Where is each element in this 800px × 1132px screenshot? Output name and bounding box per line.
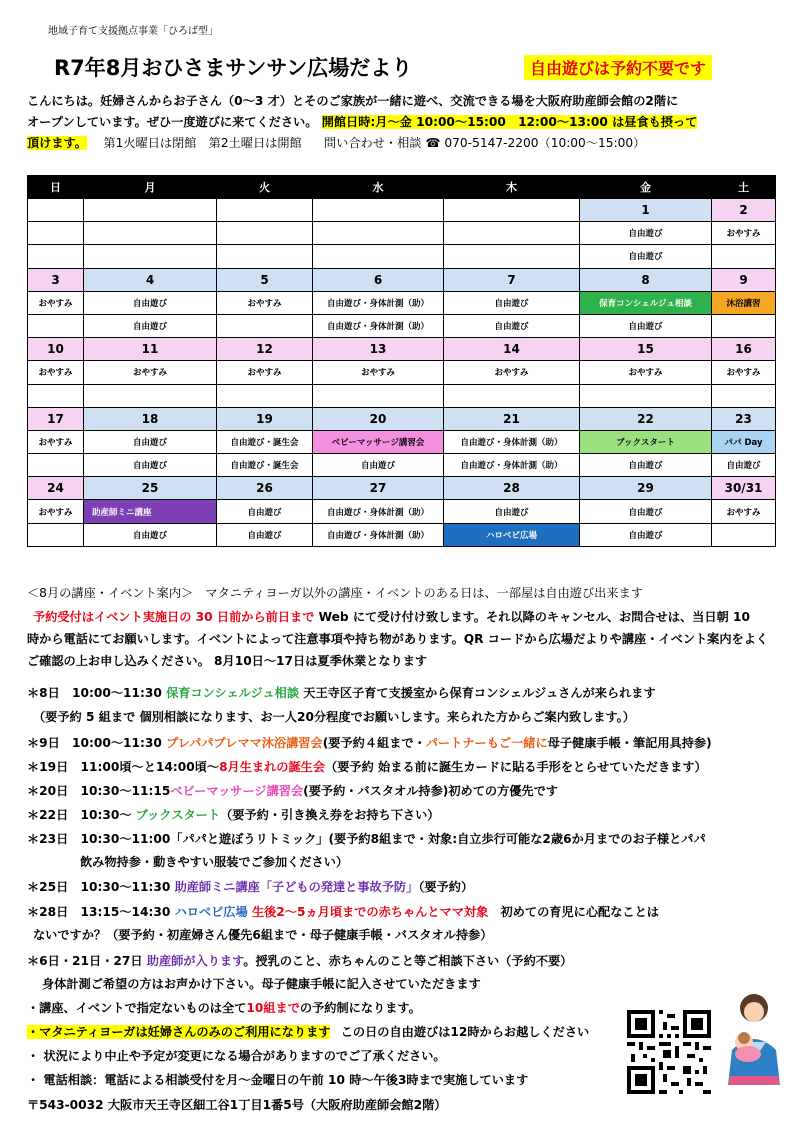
date-cell: 10 <box>28 338 84 361</box>
event-target: 生後2～5ヵ月頃までの赤ちゃんとママ対象 <box>251 905 489 919</box>
schedule-cell: おやすみ <box>28 361 84 384</box>
opening-hours: 開館日時:月～金 10:00～15:00 12:00～13:00 は昼食も摂って <box>321 115 698 129</box>
schedule-cell: 自由遊び・身体計測（助） <box>444 454 580 477</box>
intro-line-3 <box>27 134 645 152</box>
schedule-cell: 自由遊び・誕生会 <box>217 430 313 453</box>
schedule-cell: おやすみ <box>84 361 217 384</box>
schedule-cell <box>217 314 313 337</box>
reservation-note-3: ご確認の上お申し込みください。 8月10日～17日は夏季休業となります <box>27 654 428 668</box>
note-text: ・講座、イベントで指定ないものは全て <box>27 1001 247 1015</box>
event-cell: ベビーマッサージ講習会 <box>313 430 444 453</box>
schedule-cell <box>444 245 580 268</box>
schedule-cell <box>28 245 84 268</box>
schedule-cell: 自由遊び <box>580 222 712 245</box>
event-28-detail: ないですか？（要予約・初産婦さん優先6組まで・母子健康手帳・バスタオル持参） <box>33 928 493 942</box>
date-cell: 1 <box>580 199 712 222</box>
events-heading: ＜8月の講座・イベント案内＞ マタニティヨーガ以外の講座・イベントのある日は、一部屋は自由遊び出来ます <box>27 586 643 600</box>
week-3-slot-a <box>28 361 776 384</box>
schedule-cell: 自由遊び・身体計測（助） <box>444 430 580 453</box>
note-text: この日の自由遊びは12時からお越しください <box>340 1025 590 1039</box>
schedule-cell <box>84 245 217 268</box>
schedule-cell <box>28 454 84 477</box>
weekday-header <box>28 176 776 199</box>
date-cell: 13 <box>313 338 444 361</box>
closed-days: 第1火曜日は閉館 第2土曜日は開館 <box>91 136 302 150</box>
schedule-cell: おやすみ <box>28 430 84 453</box>
event-title: 助産師ミニ講座「子どもの発達と事故予防」 <box>174 880 419 894</box>
schedule-cell: 自由遊び・身体計測（助） <box>313 500 444 523</box>
event-22 <box>27 806 439 824</box>
date-cell: 8 <box>580 268 712 291</box>
weekday-sat: 土 <box>712 176 776 199</box>
schedule-cell: おやすみ <box>712 500 776 523</box>
schedule-cell: 自由遊び <box>84 430 217 453</box>
schedule-cell <box>313 222 444 245</box>
intro-text: オープンしています。ぜひ一度遊びに来てください。 <box>27 115 318 129</box>
date-cell: 16 <box>712 338 776 361</box>
schedule-cell: おやすみ <box>313 361 444 384</box>
schedule-cell <box>217 222 313 245</box>
date-cell: 24 <box>28 477 84 500</box>
week-3-slot-b <box>28 384 776 407</box>
schedule-cell <box>313 245 444 268</box>
date-cell <box>84 199 217 222</box>
schedule-cell: おやすみ <box>217 291 313 314</box>
date-cell: 7 <box>444 268 580 291</box>
event-25 <box>27 878 473 896</box>
program-label: 地域子育て支援拠点事業「ひろば型」 <box>48 26 218 37</box>
address: 〒543-0032 大阪市天王寺区細工谷1丁目1番5号（大阪府助産師会館2階） <box>27 1098 447 1112</box>
week-4-slot-b <box>28 454 776 477</box>
date-cell: 12 <box>217 338 313 361</box>
date-cell: 5 <box>217 268 313 291</box>
page-title: R7年8月おひさまサンサン広場だより <box>54 56 413 80</box>
date-cell: 15 <box>580 338 712 361</box>
week-2-dates <box>28 268 776 291</box>
event-time: ＊9日 10:00～11:30 <box>27 736 162 750</box>
date-cell: 28 <box>444 477 580 500</box>
event-title: 保育コンシェルジュ相談 <box>166 686 300 700</box>
date-cell: 20 <box>313 407 444 430</box>
calendar <box>27 175 776 547</box>
schedule-cell: 自由遊び・誕生会 <box>217 454 313 477</box>
event-desc: 初めての育児に心配なことは <box>500 905 659 919</box>
event-time: ＊22日 10:30～ <box>27 808 132 822</box>
event-time: ＊20日 10:30～11:15 <box>27 784 171 798</box>
event-23: ＊23日 10:30～11:00「パパと遊ぼうリトミック」(要予約8組まで・対象:自立歩行可能な2歳6か月までのお子様とパパ <box>27 832 706 846</box>
event-23-detail: 飲み物持参・動きやすい服装でご参加ください） <box>80 855 349 869</box>
reservation-web: Web にて受け付け致します。それ以降のキャンセル、お問合せは、当日朝 10 <box>314 610 750 624</box>
week-5-slot-a <box>28 500 776 523</box>
schedule-cell: 自由遊び <box>444 314 580 337</box>
schedule-cell: おやすみ <box>712 222 776 245</box>
event-28 <box>27 903 659 921</box>
schedule-cell <box>84 384 217 407</box>
qr-code-icon[interactable] <box>627 1010 711 1094</box>
date-cell: 19 <box>217 407 313 430</box>
schedule-cell: おやすみ <box>580 361 712 384</box>
schedule-cell <box>217 384 313 407</box>
date-cell <box>28 199 84 222</box>
note-text: の予約制になります。 <box>299 1001 421 1015</box>
date-cell: 21 <box>444 407 580 430</box>
date-cell <box>313 199 444 222</box>
week-4-slot-a <box>28 430 776 453</box>
schedule-cell <box>712 314 776 337</box>
schedule-cell: 自由遊び <box>84 454 217 477</box>
event-time: ＊28日 13:15～14:30 <box>27 905 171 919</box>
event-time: ＊25日 10:30～11:30 <box>27 880 171 894</box>
event-time: ＊8日 10:00～11:30 <box>27 686 162 700</box>
event-midwife-detail: 身体計測ご希望の方はお声かけ下さい。母子健康手帳に記入させていただきます <box>42 977 481 991</box>
schedule-cell <box>28 523 84 546</box>
event-midwife <box>27 952 572 970</box>
weekday-thu: 木 <box>444 176 580 199</box>
note-maternity-yoga <box>27 1023 589 1041</box>
schedule-cell: おやすみ <box>28 291 84 314</box>
weekday-fri: 金 <box>580 176 712 199</box>
event-cell: ブックスタート <box>580 430 712 453</box>
event-desc: （要予約 始まる前に誕生カードに貼る手形をとらせていただきます） <box>325 760 707 774</box>
event-desc: 母子健康手帳・筆記用具持参) <box>547 736 712 750</box>
schedule-cell: おやすみ <box>444 361 580 384</box>
schedule-cell <box>712 245 776 268</box>
event-title: ハロベビ広場 <box>174 905 248 919</box>
week-1-dates <box>28 199 776 222</box>
week-5-slot-b <box>28 523 776 546</box>
schedule-cell: 自由遊び <box>580 245 712 268</box>
schedule-cell <box>28 314 84 337</box>
schedule-cell: 自由遊び <box>84 314 217 337</box>
event-time: ＊6日・21日・27日 <box>27 954 143 968</box>
date-cell: 23 <box>712 407 776 430</box>
note-limit: 10組まで <box>246 1001 300 1015</box>
event-cell: 沐浴講習 <box>712 291 776 314</box>
opening-hours-end: 頂けます。 <box>27 136 87 150</box>
event-cell: 助産師ミニ講座 <box>84 500 217 523</box>
schedule-cell: 自由遊び <box>712 454 776 477</box>
event-cell: 保育コンシェルジュ相談 <box>580 291 712 314</box>
schedule-cell: 自由遊び <box>84 523 217 546</box>
schedule-cell: 自由遊び <box>580 500 712 523</box>
event-19 <box>27 758 707 776</box>
reservation-period: 予約受付はイベント実施日の 30 日前から前日まで <box>33 610 315 624</box>
event-desc: （要予約） <box>418 880 474 894</box>
weekday-mon: 月 <box>84 176 217 199</box>
event-desc: (要予約・バスタオル持参)初めての方優先です <box>303 784 559 798</box>
schedule-cell: おやすみ <box>712 361 776 384</box>
week-3-dates <box>28 338 776 361</box>
date-cell: 3 <box>28 268 84 291</box>
week-5-dates <box>28 477 776 500</box>
event-20 <box>27 782 558 800</box>
date-cell: 2 <box>712 199 776 222</box>
date-cell: 4 <box>84 268 217 291</box>
schedule-cell: 自由遊び <box>84 291 217 314</box>
week-1-slot-b <box>28 245 776 268</box>
date-cell <box>217 199 313 222</box>
date-cell: 30/31 <box>712 477 776 500</box>
schedule-cell: 自由遊び <box>444 500 580 523</box>
event-8 <box>27 684 656 702</box>
date-cell: 29 <box>580 477 712 500</box>
note-highlight: ・マタニティヨーガは妊婦さんのみのご利用になります <box>27 1025 331 1039</box>
reservation-badge: 自由遊びは予約不要です <box>524 55 712 80</box>
schedule-cell: 自由遊び <box>580 314 712 337</box>
week-2-slot-b <box>28 314 776 337</box>
schedule-cell: 自由遊び・身体計測（助） <box>313 523 444 546</box>
event-title: 8月生まれの誕生会 <box>219 760 326 774</box>
schedule-cell: 自由遊び <box>217 523 313 546</box>
schedule-cell: おやすみ <box>217 361 313 384</box>
event-desc: 天王寺区子育て支援室から保育コンシェルジュさんが来られます <box>299 686 656 700</box>
note-schedule-change: ・ 状況により中止や予定が変更になる場合がありますのでご了承ください。 <box>27 1049 446 1063</box>
schedule-cell: 自由遊び <box>580 454 712 477</box>
event-title: 助産師が入ります <box>146 954 244 968</box>
event-8-detail: （要予約 5 組まで 個別相談になります、お一人20分程度でお願いします。来られた方からご案内致します。） <box>33 710 635 724</box>
weekday-wed: 水 <box>313 176 444 199</box>
date-cell: 11 <box>84 338 217 361</box>
date-cell: 17 <box>28 407 84 430</box>
event-desc: 。授乳のこと、赤ちゃんのこと等ご相談下さい（予約不要） <box>243 954 573 968</box>
schedule-cell: 自由遊び <box>217 500 313 523</box>
schedule-cell <box>313 384 444 407</box>
mother-baby-illustration <box>718 990 790 1085</box>
week-1-slot-a <box>28 222 776 245</box>
schedule-cell <box>580 384 712 407</box>
schedule-cell: 自由遊び <box>444 291 580 314</box>
event-title: プレパパプレママ沐浴講習会 <box>166 736 323 750</box>
event-desc: (要予約４組まで・ <box>322 736 426 750</box>
schedule-cell <box>712 384 776 407</box>
intro-line-2 <box>27 113 697 131</box>
event-title: ブックスタート <box>135 808 221 822</box>
reservation-note-1 <box>33 608 750 626</box>
schedule-cell: 自由遊び <box>313 454 444 477</box>
schedule-cell: 自由遊び・身体計測（助） <box>313 314 444 337</box>
week-2-slot-a <box>28 291 776 314</box>
event-desc: （要予約・引き換え券をお持ち下さい） <box>220 808 440 822</box>
date-cell: 9 <box>712 268 776 291</box>
event-note: パートナーもご一緒に <box>425 736 548 750</box>
date-cell: 27 <box>313 477 444 500</box>
contact-phone: 問い合わせ・相談 ☎ 070-5147-2200（10:00～15:00） <box>323 136 646 150</box>
weekday-sun: 日 <box>28 176 84 199</box>
date-cell: 6 <box>313 268 444 291</box>
schedule-cell: 自由遊び <box>580 523 712 546</box>
weekday-tue: 火 <box>217 176 313 199</box>
schedule-cell <box>217 245 313 268</box>
event-title: ベビーマッサージ講習会 <box>170 784 304 798</box>
week-4-dates <box>28 407 776 430</box>
event-9 <box>27 734 712 752</box>
schedule-cell <box>28 384 84 407</box>
date-cell: 14 <box>444 338 580 361</box>
date-cell: 26 <box>217 477 313 500</box>
event-cell: ハロベビ広場 <box>444 523 580 546</box>
event-cell: パパ Day <box>712 430 776 453</box>
schedule-cell <box>84 222 217 245</box>
schedule-cell: おやすみ <box>28 500 84 523</box>
note-reservation-limit <box>27 999 421 1017</box>
event-time: ＊19日 11:00頃～と14:00頃～ <box>27 760 220 774</box>
schedule-cell: 自由遊び・身体計測（助） <box>313 291 444 314</box>
schedule-cell <box>712 523 776 546</box>
schedule-cell <box>444 384 580 407</box>
schedule-cell <box>444 222 580 245</box>
date-cell: 18 <box>84 407 217 430</box>
note-phone-consult: ・ 電話相談：電話による相談受付を月～金曜日の午前 10 時～午後3時まで実施しています <box>27 1073 529 1087</box>
date-cell: 22 <box>580 407 712 430</box>
schedule-cell <box>28 222 84 245</box>
date-cell <box>444 199 580 222</box>
reservation-note-2: 時から電話にてお願いします。イベントによって注意事項や持ち物があります。QR コードから広場だよりや講座・イベント案内をよく <box>27 632 769 646</box>
intro-line-1: こんにちは。妊婦さんからお子さん（0～3 才）とそのご家族が一緒に遊べ、交流できる場を大阪府助産師会館の2階に <box>27 94 679 108</box>
date-cell: 25 <box>84 477 217 500</box>
